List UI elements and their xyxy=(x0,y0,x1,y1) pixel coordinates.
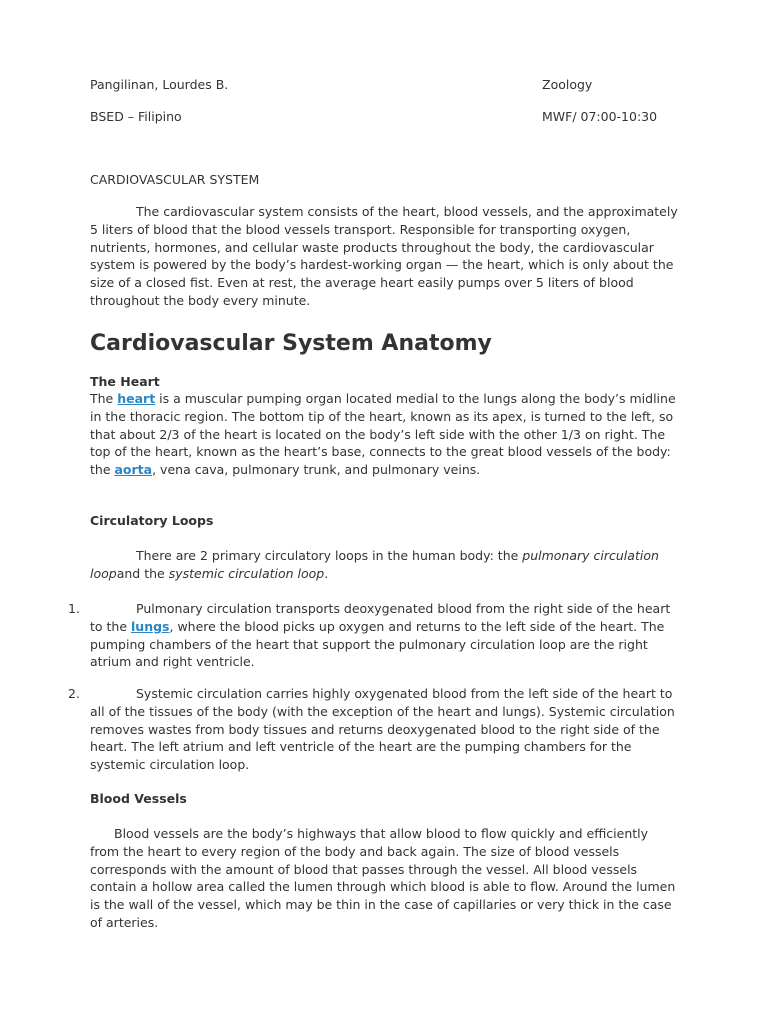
heart-text-1: The xyxy=(90,391,118,406)
loops-intro xyxy=(90,547,680,583)
vessels-heading: Blood Vessels xyxy=(90,791,187,806)
course: BSED – Filipino xyxy=(90,109,182,124)
vessels-paragraph: Blood vessels are the body’s highways that allow blood to flow quickly and efficiently from the heart to every region of the body and back again. The size of blood vessels corresponds with the amount of blood that passes through the vessel. All blood vessels contain a hollow area called the lumen through which blood is able to flow. Around the lumen is the wall of the vessel, which may be thin in the case of capillaries or very thick in the case of arteries. xyxy=(90,826,676,930)
header-row-2 xyxy=(90,108,680,126)
subject: Zoology xyxy=(542,77,593,92)
heart-text-2: is a muscular pumping organ located medial to the lungs along the body’s midline in the thoracic region. The bottom tip of the heart, known as its apex, is turned to the left, so that about 2/3 of the heart is located on the body’s left side with the other 1/3 on right. The top of the heart, known as the heart’s base, connects to the great blood vessels of the body: the xyxy=(90,391,676,478)
loops-heading: Circulatory Loops xyxy=(90,513,214,528)
schedule: MWF/ 07:00-10:30 xyxy=(542,109,658,124)
loops-intro-text-1: There are 2 primary circulatory loops in the human body: the xyxy=(136,548,523,563)
lungs-link[interactable]: lungs xyxy=(131,618,170,634)
loops-intro-text-3: . xyxy=(324,565,329,581)
header-row-1 xyxy=(90,76,680,94)
heart-heading: The Heart xyxy=(90,374,160,389)
intro-paragraph: The cardiovascular system consists of the heart, blood vessels, and the approximately 5 liters of blood that the blood vessels transport. Responsible for transporting oxygen, nutrients, hormones, and cellular waste products throughout the body, the cardiovascular system is powered by the body’s hardest-working organ — the heart, which is only about the size of a closed fist. Even at rest, the average heart easily pumps over 5 liters of blood throughout the body every minute. xyxy=(90,204,678,308)
anatomy-heading: Cardiovascular System Anatomy xyxy=(90,331,492,356)
list-item-pulmonary xyxy=(90,600,680,671)
section-title: CARDIOVASCULAR SYSTEM xyxy=(90,172,260,187)
heart-text-3: , vena cava, pulmonary trunk, and pulmonary veins. xyxy=(152,462,481,478)
aorta-link[interactable]: aorta xyxy=(114,462,153,478)
loops-intro-text-2: and the xyxy=(116,565,169,581)
heart-link[interactable]: heart xyxy=(117,391,156,406)
list-number-2: 2. xyxy=(68,686,80,701)
student-name: Pangilinan, Lourdes B. xyxy=(90,77,229,92)
pulmonary-loop-term: pulmonary circulation loop xyxy=(90,548,659,581)
list-item-systemic: Systemic circulation carries highly oxygenated blood from the left side of the heart to all of the tissues of the body (with the exception of the heart and lungs). Systemic circulation removes wastes from body tissues and returns deoxygenated blood to the right side of the heart. The left atrium and left ventricle of the heart are the pumping chambers for the systemic circulation loop. xyxy=(90,686,675,773)
list-number-1: 1. xyxy=(68,601,80,616)
item1-text-2: , where the blood picks up oxygen and returns to the left side of the heart. The pumping chambers of the heart that support the pulmonary circulation loop are the right atrium and right ventricle. xyxy=(90,618,665,670)
item1-text-1: Pulmonary circulation transports deoxygenated blood from the right side of the heart to the xyxy=(90,601,671,634)
heart-paragraph xyxy=(90,390,680,479)
systemic-loop-term: systemic circulation loop xyxy=(168,565,325,581)
